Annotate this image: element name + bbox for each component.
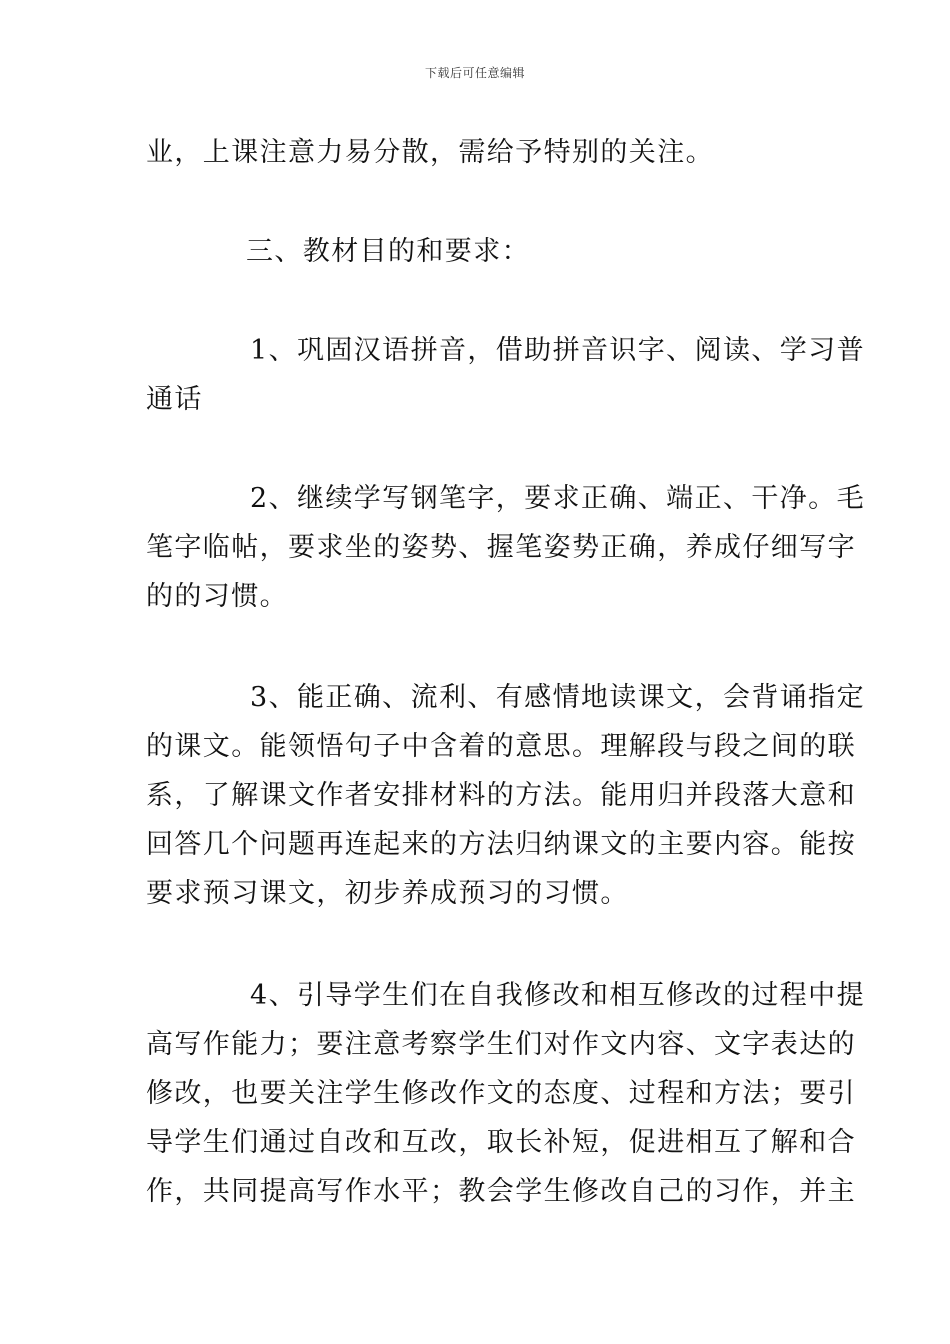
- list-item-3: [146, 673, 865, 918]
- paragraph-line: 2、继续学写钢笔字，要求正确、端正、干净。毛: [250, 483, 865, 514]
- paragraph-line: 要求预习课文，初步养成预习的习惯。: [146, 878, 629, 909]
- paragraph-line: 回答几个问题再连起来的方法归纳课文的主要内容。能按: [146, 829, 856, 860]
- paragraph-line: 3、能正确、流利、有感情地读课文，会背诵指定: [250, 682, 865, 713]
- paragraph-line: 系，了解课文作者安排材料的方法。能用归并段落大意和: [146, 780, 856, 811]
- paragraph-line: 1、巩固汉语拼音，借助拼音识字、阅读、学习普: [250, 335, 865, 366]
- section-heading-text: 三、教材目的和要求：: [246, 236, 530, 267]
- list-item-1: [146, 326, 865, 424]
- list-item-2: [146, 474, 865, 621]
- paragraph-line: 业，上课注意力易分散，需给予特别的关注。: [146, 137, 714, 168]
- paragraph-line: 笔字临帖，要求坐的姿势、握笔姿势正确，养成仔细写字: [146, 532, 856, 563]
- paragraph-line: 修改，也要关注学生修改作文的态度、过程和方法；要引: [146, 1078, 856, 1109]
- paragraph-line: 导学生们通过自改和互改，取长补短，促进相互了解和合: [146, 1127, 856, 1158]
- document-body: [146, 128, 806, 177]
- paragraph-line: 作，共同提高写作水平；教会学生修改自己的习作，并主: [146, 1176, 856, 1207]
- paragraph-line: 高写作能力；要注意考察学生们对作文内容、文字表达的: [146, 1029, 856, 1060]
- page-header: 下载后可任意编辑: [424, 66, 525, 80]
- paragraph-line: 通话: [146, 384, 203, 415]
- paragraph-line: 4、引导学生们在自我修改和相互修改的过程中提: [250, 980, 865, 1011]
- list-item-4: [146, 971, 865, 1216]
- section-heading: [146, 227, 806, 276]
- paragraph-line: 的课文。能领悟句子中含着的意思。理解段与段之间的联: [146, 731, 856, 762]
- paragraph-line: 的的习惯。: [146, 581, 288, 612]
